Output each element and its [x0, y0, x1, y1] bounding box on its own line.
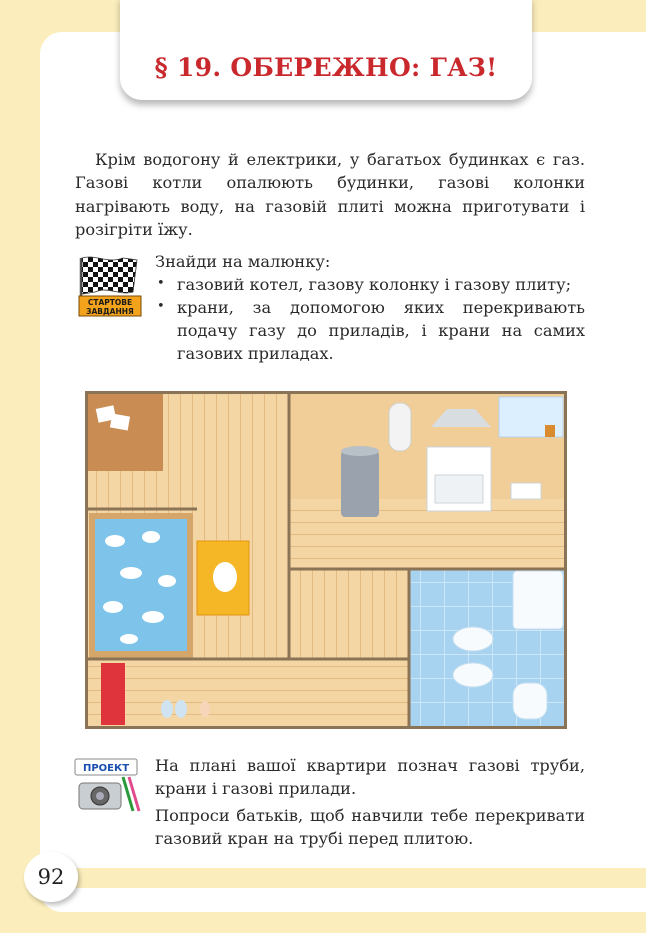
potted-plant — [545, 425, 555, 437]
checkered-flag-icon — [73, 252, 143, 318]
title-tab — [120, 0, 532, 100]
slipper — [161, 700, 173, 718]
apartment-floor-plan-illustration — [85, 391, 567, 729]
bedroom-floor — [85, 659, 409, 729]
task-item: • крани, за допомогою яких перекривають подачу газу до приладів, і крани на самих газових приладах. — [155, 296, 585, 365]
radiator — [511, 483, 541, 499]
project-task — [155, 754, 585, 854]
red-mat — [101, 663, 125, 725]
toilet — [513, 683, 547, 719]
intro-paragraph: Крім водогону й електрики, у багатьох будинках є газ. Газові котли опалюють будинки, газові колонки нагрівають воду, на газовій плиті можна приготувати і розігріти їжу. — [75, 150, 585, 240]
task-badge-line1: СТАРТОВЕ — [87, 298, 133, 307]
task-item: • газовий котел, газову колонку і газову плиту; — [155, 273, 585, 296]
page-bottom-band — [62, 868, 646, 888]
cat — [213, 562, 237, 592]
project-paragraph: На плані вашої квартири познач газові труби, крани і газові прилади. — [155, 756, 585, 798]
desk — [85, 391, 163, 471]
page-number: 92 — [24, 852, 78, 902]
task-badge-line2: ЗАВДАННЯ — [86, 307, 134, 316]
bathtub — [513, 571, 563, 629]
project-paragraph: Попроси батьків, щоб навчили тебе перекривати газовий кран на трубі перед плитою. — [155, 806, 585, 848]
task-list — [155, 273, 585, 365]
slipper — [175, 700, 187, 718]
camera-project-icon — [73, 757, 145, 815]
task-lead: Знайди на малюнку: — [155, 252, 331, 271]
corridor-floor — [289, 569, 409, 659]
project-badge: ПРОЕКТ — [82, 763, 130, 774]
gas-water-heater — [389, 403, 411, 451]
washbasin — [453, 627, 493, 651]
start-task — [155, 250, 585, 365]
slipper — [200, 701, 210, 717]
page-title: § 19. ОБЕРЕЖНО: ГАЗ! — [154, 53, 498, 82]
washbasin — [453, 663, 493, 687]
gas-boiler — [341, 451, 379, 517]
